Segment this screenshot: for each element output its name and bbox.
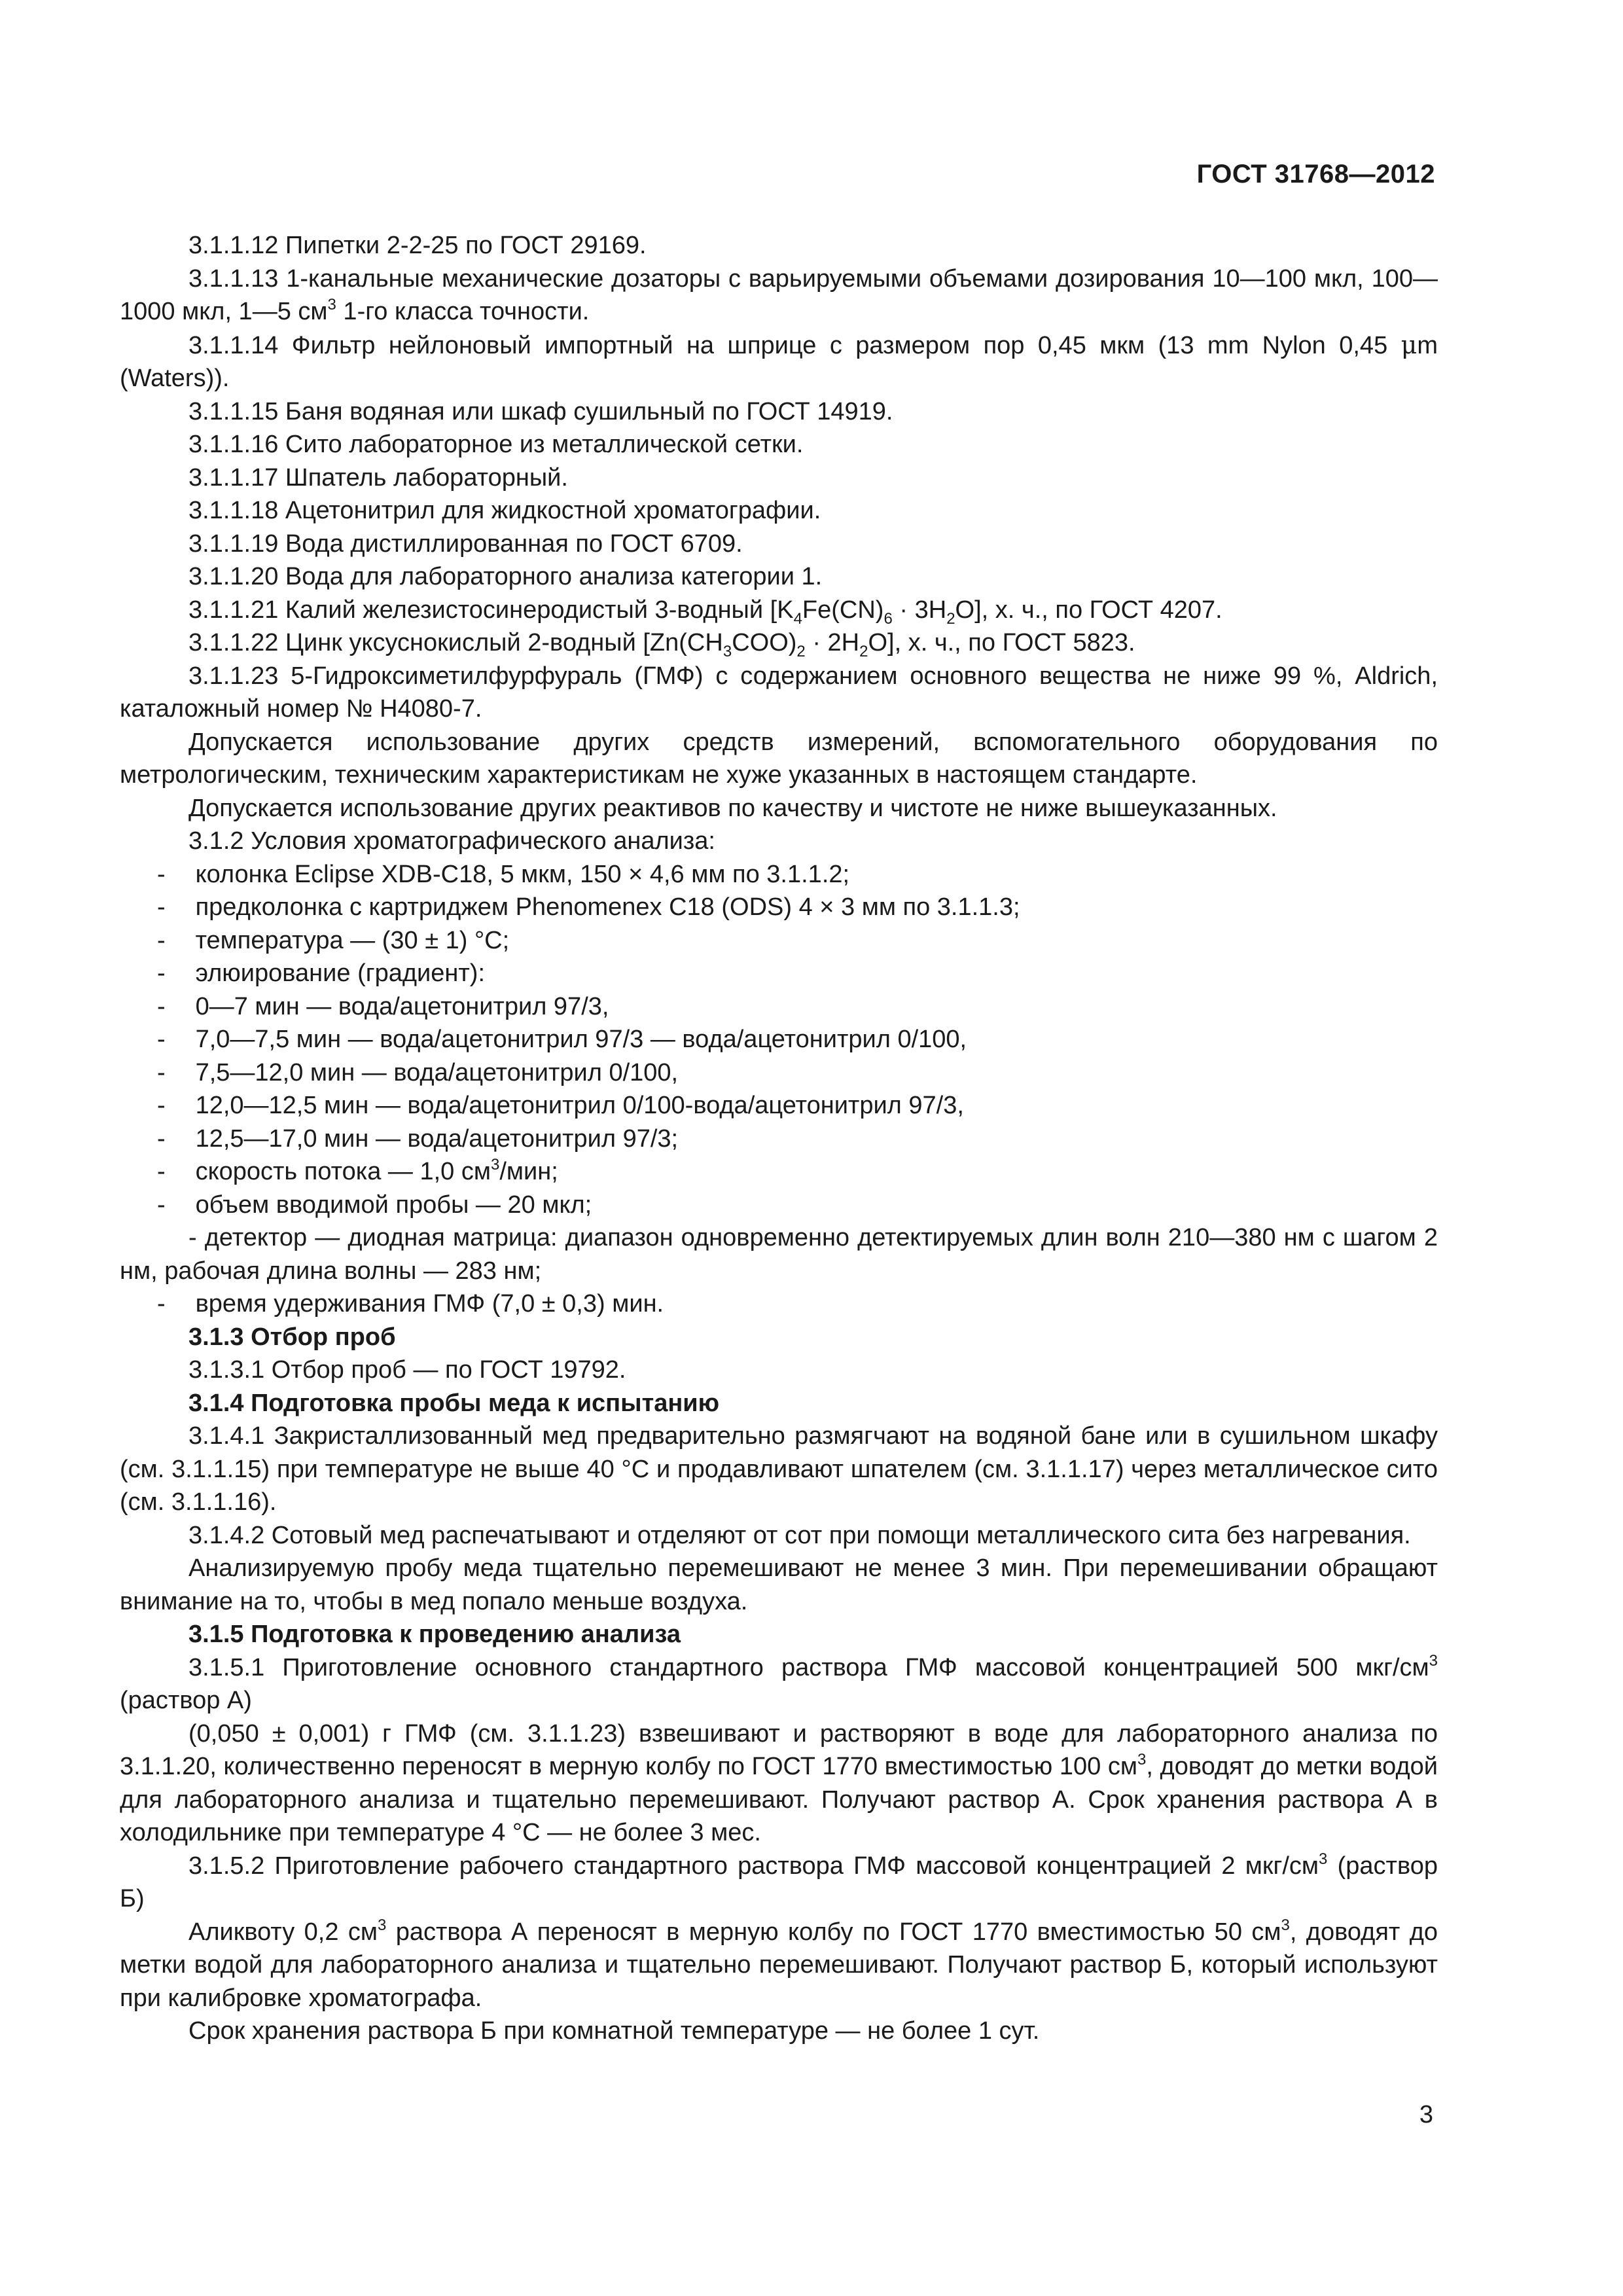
item-3-1-1-12: 3.1.1.12 Пипетки 2-2-25 по ГОСТ 29169. [188, 232, 647, 259]
conditions-title: 3.1.2 Условия хроматографического анализа: [188, 827, 715, 855]
sampling-text: 3.1.3.1 Отбор проб — по ГОСТ 19792. [188, 1356, 626, 1384]
condition-item: - 12,5—17,0 мин — вода/ацетонитрил 97/3; [157, 1124, 679, 1153]
item-3-1-1-22: 3.1.1.22 Цинк уксуснокислый 2-водный $[Zn(CH_3COO)_2 \cdot 2H_2O]$, х. ч., по ГОСТ 5823. [188, 629, 1135, 660]
section-title-preparation: 3.1.4 Подготовка пробы меда к испытанию [188, 1389, 720, 1417]
item-3-1-1-15: 3.1.1.15 Баня водяная или шкаф сушильный по ГОСТ 14919. [188, 397, 893, 425]
item-3-1-1-13: 3.1.1.13 1-канальные механические дозаторы с варьируемыми объемами дозирования 10—100 мкл, 100—1000 мкл, 1—5 $см^3$ 1-го класса точности. [120, 264, 1438, 325]
page-number: 3 [1419, 2101, 1433, 2128]
analysis-paragraph: 3.1.5.1 Приготовление основного стандартного раствора ГМФ массовой концентрацией 500 мкг/$см^3$ (раствор А) [120, 1651, 1438, 1714]
condition-item: - 7,5—12,0 мин — вода/ацетонитрил 0/100, [157, 1058, 679, 1086]
condition-item: - время удерживания ГМФ (7,0 ± 0,3) мин. [157, 1290, 664, 1318]
condition-item: - скорость потока — 1,0 $см^3$/мин; [157, 1156, 558, 1185]
analysis-paragraph: 3.1.5.2 Приготовление рабочего стандартного раствора ГМФ массовой концентрацией 2 мкг/$см^3$ (раствор Б) [120, 1850, 1438, 1912]
analysis-paragraph: (0,050 ± 0,001) г ГМФ (см. 3.1.1.23) взвешивают и растворяют в воде для лабораторного анализа по 3.1.1.20, количественно переносят в мерную колбу по ГОСТ 1770 вместимостью 100 $см^3$, доводят до метки водой для лабораторного анализа и тщательно перемешивают. Получают раствор А. Срок хранения раствора А в холодильнике при температуре 4 °C — не более 3 мес. [120, 1719, 1438, 1846]
condition-item-detector: - детектор — диодная матрица: диапазон одновременно детектируемых длин волн 210—380 нм с шагом 2 нм, рабочая длина волны — 283 нм; [120, 1224, 1438, 1285]
standard-designation: ГОСТ 31768—2012 [1196, 160, 1435, 188]
section-title-analysis: 3.1.5 Подготовка к проведению анализа [188, 1621, 681, 1648]
document-body [120, 229, 1438, 2048]
item-3-1-1-20: 3.1.1.20 Вода для лабораторного анализа категории 1. [188, 563, 823, 590]
item-3-1-1-18: 3.1.1.18 Ацетонитрил для жидкостной хроматографии. [188, 497, 821, 524]
condition-item: - температура — (30 ± 1) °C; [157, 926, 510, 954]
item-3-1-1-14: 3.1.1.14 Фильтр нейлоновый импортный на шприце с размером пор 0,45 мкм (13 mm Nylon 0,45 μm (Waters)). [120, 330, 1438, 392]
prep-paragraph: 3.1.4.1 Закристаллизованный мед предварительно размягчают на водяной бане или в сушильном шкафу (см. 3.1.1.15) при температуре не выше 40 °C и продавливают шпателем (см. 3.1.1.17) через металлическое сито (см. 3.1.1.16). [120, 1422, 1438, 1516]
condition-item: - объем вводимой пробы — 20 мкл; [157, 1191, 592, 1219]
item-3-1-1-21: 3.1.1.21 Калий железистосинеродистый 3-водный $[K_4Fe(CN)_6 \cdot 3H_2O]$, х. ч., по ГОСТ 4207. [188, 596, 1222, 628]
condition-item: - 7,0—7,5 мин — вода/ацетонитрил 97/3 — вода/ацетонитрил 0/100, [157, 1026, 967, 1053]
condition-item: - 0—7 мин — вода/ацетонитрил 97/3, [157, 992, 609, 1020]
item-3-1-1-23: 3.1.1.23 5-Гидроксиметилфурфураль (ГМФ) с содержанием основного вещества не ниже 99 %, Aldrich, каталожный номер № H4080-7. [120, 662, 1438, 723]
condition-item: - 12,0—12,5 мин — вода/ацетонитрил 0/100-вода/ацетонитрил 97/3, [157, 1092, 964, 1119]
item-3-1-1-19: 3.1.1.19 Вода дистиллированная по ГОСТ 6709. [188, 529, 743, 558]
condition-item: - предколонка с картриджем Phenomenex C18 (ODS) 4 × 3 мм по 3.1.1.3; [157, 893, 1020, 921]
section-title-sampling: 3.1.3 Отбор проб [188, 1323, 396, 1351]
item-3-1-1-16: 3.1.1.16 Сито лабораторное из металлической сетки. [188, 431, 804, 458]
item-3-1-1-17: 3.1.1.17 Шпатель лабораторный. [188, 463, 568, 492]
prep-paragraph: Анализируемую пробу меда тщательно перемешивают не менее 3 мин. При перемешивании обращают внимание на то, чтобы в мед попало меньше воздуха. [120, 1554, 1438, 1615]
condition-item: - колонка Eclipse XDB-C18, 5 мкм, 150 × 4,6 мм по 3.1.1.2; [157, 860, 850, 888]
analysis-paragraph: Аликвоту 0,2 $см^3$ раствора А переносят в мерную колбу по ГОСТ 1770 вместимостью 50 $см^3$, доводят до метки водой для лабораторного анализа и тщательно перемешивают. Получают раствор Б, который используют при калибровке хроматографа. [120, 1916, 1438, 2012]
allowance-reagents: Допускается использование других реактивов по качеству и чистоте не ниже вышеуказанных. [188, 794, 1277, 822]
analysis-paragraph: Срок хранения раствора Б при комнатной температуре — не более 1 сут. [188, 2017, 1040, 2045]
allowance-equipment: Допускается использование других средств измерений, вспомогательного оборудования по метрологическим, техническим характеристикам не хуже указанных в настоящем стандарте. [120, 728, 1438, 789]
condition-item: - элюирование (градиент): [157, 960, 485, 987]
prep-paragraph: 3.1.4.2 Сотовый мед распечатывают и отделяют от сот при помощи металлического сита без нагревания. [188, 1521, 1411, 1549]
